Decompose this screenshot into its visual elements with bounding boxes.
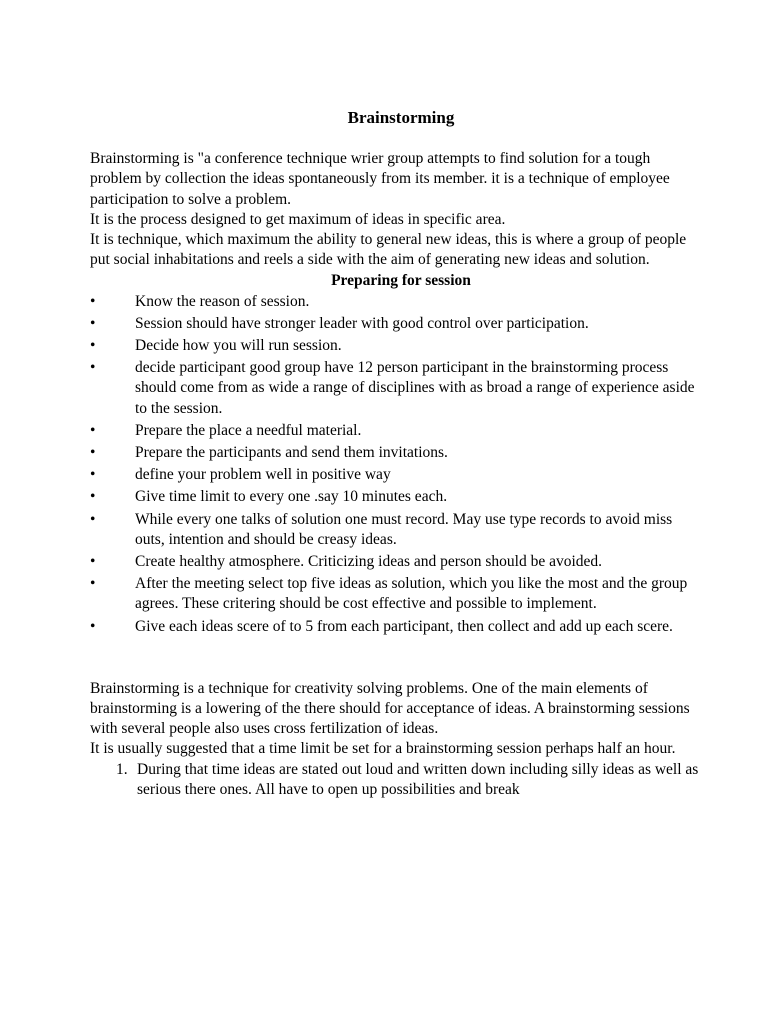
list-item-text: Know the reason of session.	[135, 292, 310, 310]
list-item	[90, 292, 700, 312]
list-item	[90, 443, 700, 463]
list-item	[90, 358, 700, 419]
list-item	[90, 617, 700, 637]
list-item-text: Prepare the place a needful material.	[135, 421, 362, 439]
closing-paragraph: It is usually suggested that a time limit be set for a brainstorming session perhaps half an hour.	[90, 740, 676, 758]
list-item-text: After the meeting select top five ideas as solution, which you like the most and the group agrees. These critering should be cost effective and possible to implement.	[135, 575, 688, 613]
bullet-icon: •	[90, 359, 96, 377]
bullet-icon: •	[90, 314, 96, 332]
list-item	[90, 487, 700, 507]
preparation-bullet-list	[90, 292, 700, 637]
list-item-text: Give each ideas scere of to 5 from each participant, then collect and add up each scere.	[135, 617, 673, 635]
list-item	[90, 465, 700, 485]
bullet-icon: •	[90, 488, 96, 506]
bullet-icon: •	[90, 553, 96, 571]
intro-paragraph: It is technique, which maximum the ability to general new ideas, this is where a group of people put social inhabitations and reels a side with the aim of generating new ideas and solution.	[90, 231, 687, 269]
closing-paragraph: Brainstorming is a technique for creativity solving problems. One of the main elements of brainstorming is a lowering of the there should for acceptance of ideas. A brainstorming sessions with several people also uses cross fertilization of ideas.	[90, 679, 690, 738]
list-item-text: Prepare the participants and send them invitations.	[135, 444, 448, 462]
list-number: 1.	[116, 760, 128, 778]
bullet-icon: •	[90, 337, 96, 355]
list-item-text: During that time ideas are stated out loud and written down including silly ideas as well as serious there ones. All have to open up possibilities and break	[137, 760, 699, 798]
list-item-text: While every one talks of solution one must record. May use type records to avoid miss outs, intention and should be creasy ideas.	[135, 510, 673, 548]
list-item-text: Decide how you will run session.	[135, 337, 342, 355]
bullet-icon: •	[90, 575, 96, 593]
list-item-text: Session should have stronger leader with good control over participation.	[135, 314, 589, 332]
bullet-icon: •	[90, 421, 96, 439]
bullet-icon: •	[90, 617, 96, 635]
list-item	[90, 552, 700, 572]
list-item	[90, 336, 700, 356]
intro-paragraph: It is the process designed to get maximum of ideas in specific area.	[90, 210, 506, 228]
list-item-text: decide participant good group have 12 person participant in the brainstorming process should come from as wide a range of disciplines with as broad a range of experience aside to the session.	[135, 359, 695, 417]
numbered-list	[90, 760, 700, 800]
list-item	[90, 510, 700, 550]
bullet-icon: •	[90, 444, 96, 462]
document-title: Brainstorming	[347, 108, 455, 127]
document-page	[90, 108, 700, 800]
list-item-text: Create healthy atmosphere. Criticizing ideas and person should be avoided.	[135, 553, 603, 571]
list-item	[90, 574, 700, 614]
list-item-text: Give time limit to every one .say 10 minutes each.	[135, 488, 448, 506]
bullet-icon: •	[90, 466, 96, 484]
list-item	[90, 314, 700, 334]
paragraph-spacer	[90, 639, 700, 679]
list-item	[90, 421, 700, 441]
intro-paragraph: Brainstorming is "a conference technique wrier group attempts to find solution for a tough problem by collection the ideas spontaneously from its member. it is a technique of employee participation to solve a problem.	[90, 150, 670, 208]
list-item-text: define your problem well in positive way	[135, 466, 391, 484]
bullet-icon: •	[90, 510, 96, 528]
list-item	[90, 760, 700, 800]
bullet-icon: •	[90, 292, 96, 310]
section-heading: Preparing for session	[331, 272, 471, 290]
